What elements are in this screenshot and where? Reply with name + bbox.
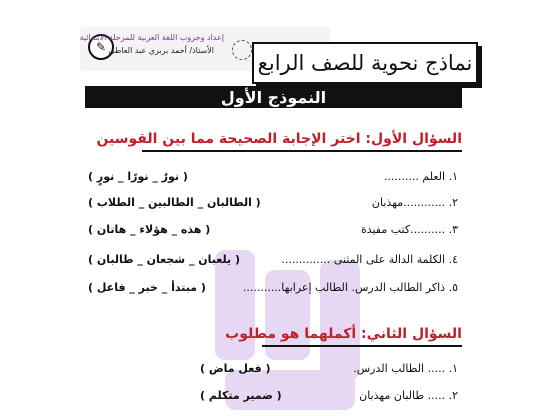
flower-icon (232, 40, 252, 60)
question1-underline (142, 150, 462, 152)
question1-item-1-options: ( نورٌ _ نورًا _ نورٍ ) (88, 170, 188, 183)
question1-item-2-options: ( الطالبان _ الطالبين _ الطلاب ) (88, 196, 261, 209)
question1-title: السؤال الأول: اختر الإجابة الصحيحة مما بين القوسين (96, 131, 462, 147)
question2-title: السؤال الثاني: أكملهما هو مطلوب (225, 326, 462, 342)
question2-underline (262, 345, 462, 347)
question2-item-2-text: ٢. ..... طالبان مهذبان (359, 389, 458, 402)
question1-item-1-text: ١. العلم .......... (383, 170, 458, 183)
question1-item-4-options: ( يلعبان _ شجعان _ طالبان ) (88, 253, 240, 266)
question1-item-4-text: ٤. الكلمة الدالة على المثنى .............. (281, 253, 458, 266)
model-banner: النموذج الأول (85, 86, 462, 108)
question2-item-2-options: ( ضمير متكلم ) (200, 389, 282, 402)
credit-line-2: الأستاذ/ أحمد بربري عبد العاطي (108, 46, 214, 55)
question1-item-5-options: ( مبتدأ _ خبر _ فاعل ) (88, 281, 206, 294)
question1-item-5-text: ٥. ذاكر الطالب الدرس. الطالب إعرابها........... (242, 281, 458, 294)
question1-item-2-text: ٢. ............مهذبان (371, 196, 458, 209)
credit-line-1: إعداد وجروب اللغة العربية للمرحلة الابتدائية (79, 33, 224, 42)
question1-item-3-options: ( هذه _ هؤلاء _ هاتان ) (88, 223, 211, 236)
question1-item-3-text: ٣. ..........كتب مفيدة (360, 223, 458, 236)
pencil-icon: ✎ (88, 34, 114, 60)
page-title: نماذج نحوية للصف الرابع (252, 42, 478, 84)
question2-item-1-options: ( فعل ماض ) (200, 362, 271, 375)
question2-item-1-text: ١. ..... الطالب الدرس. (353, 362, 458, 375)
